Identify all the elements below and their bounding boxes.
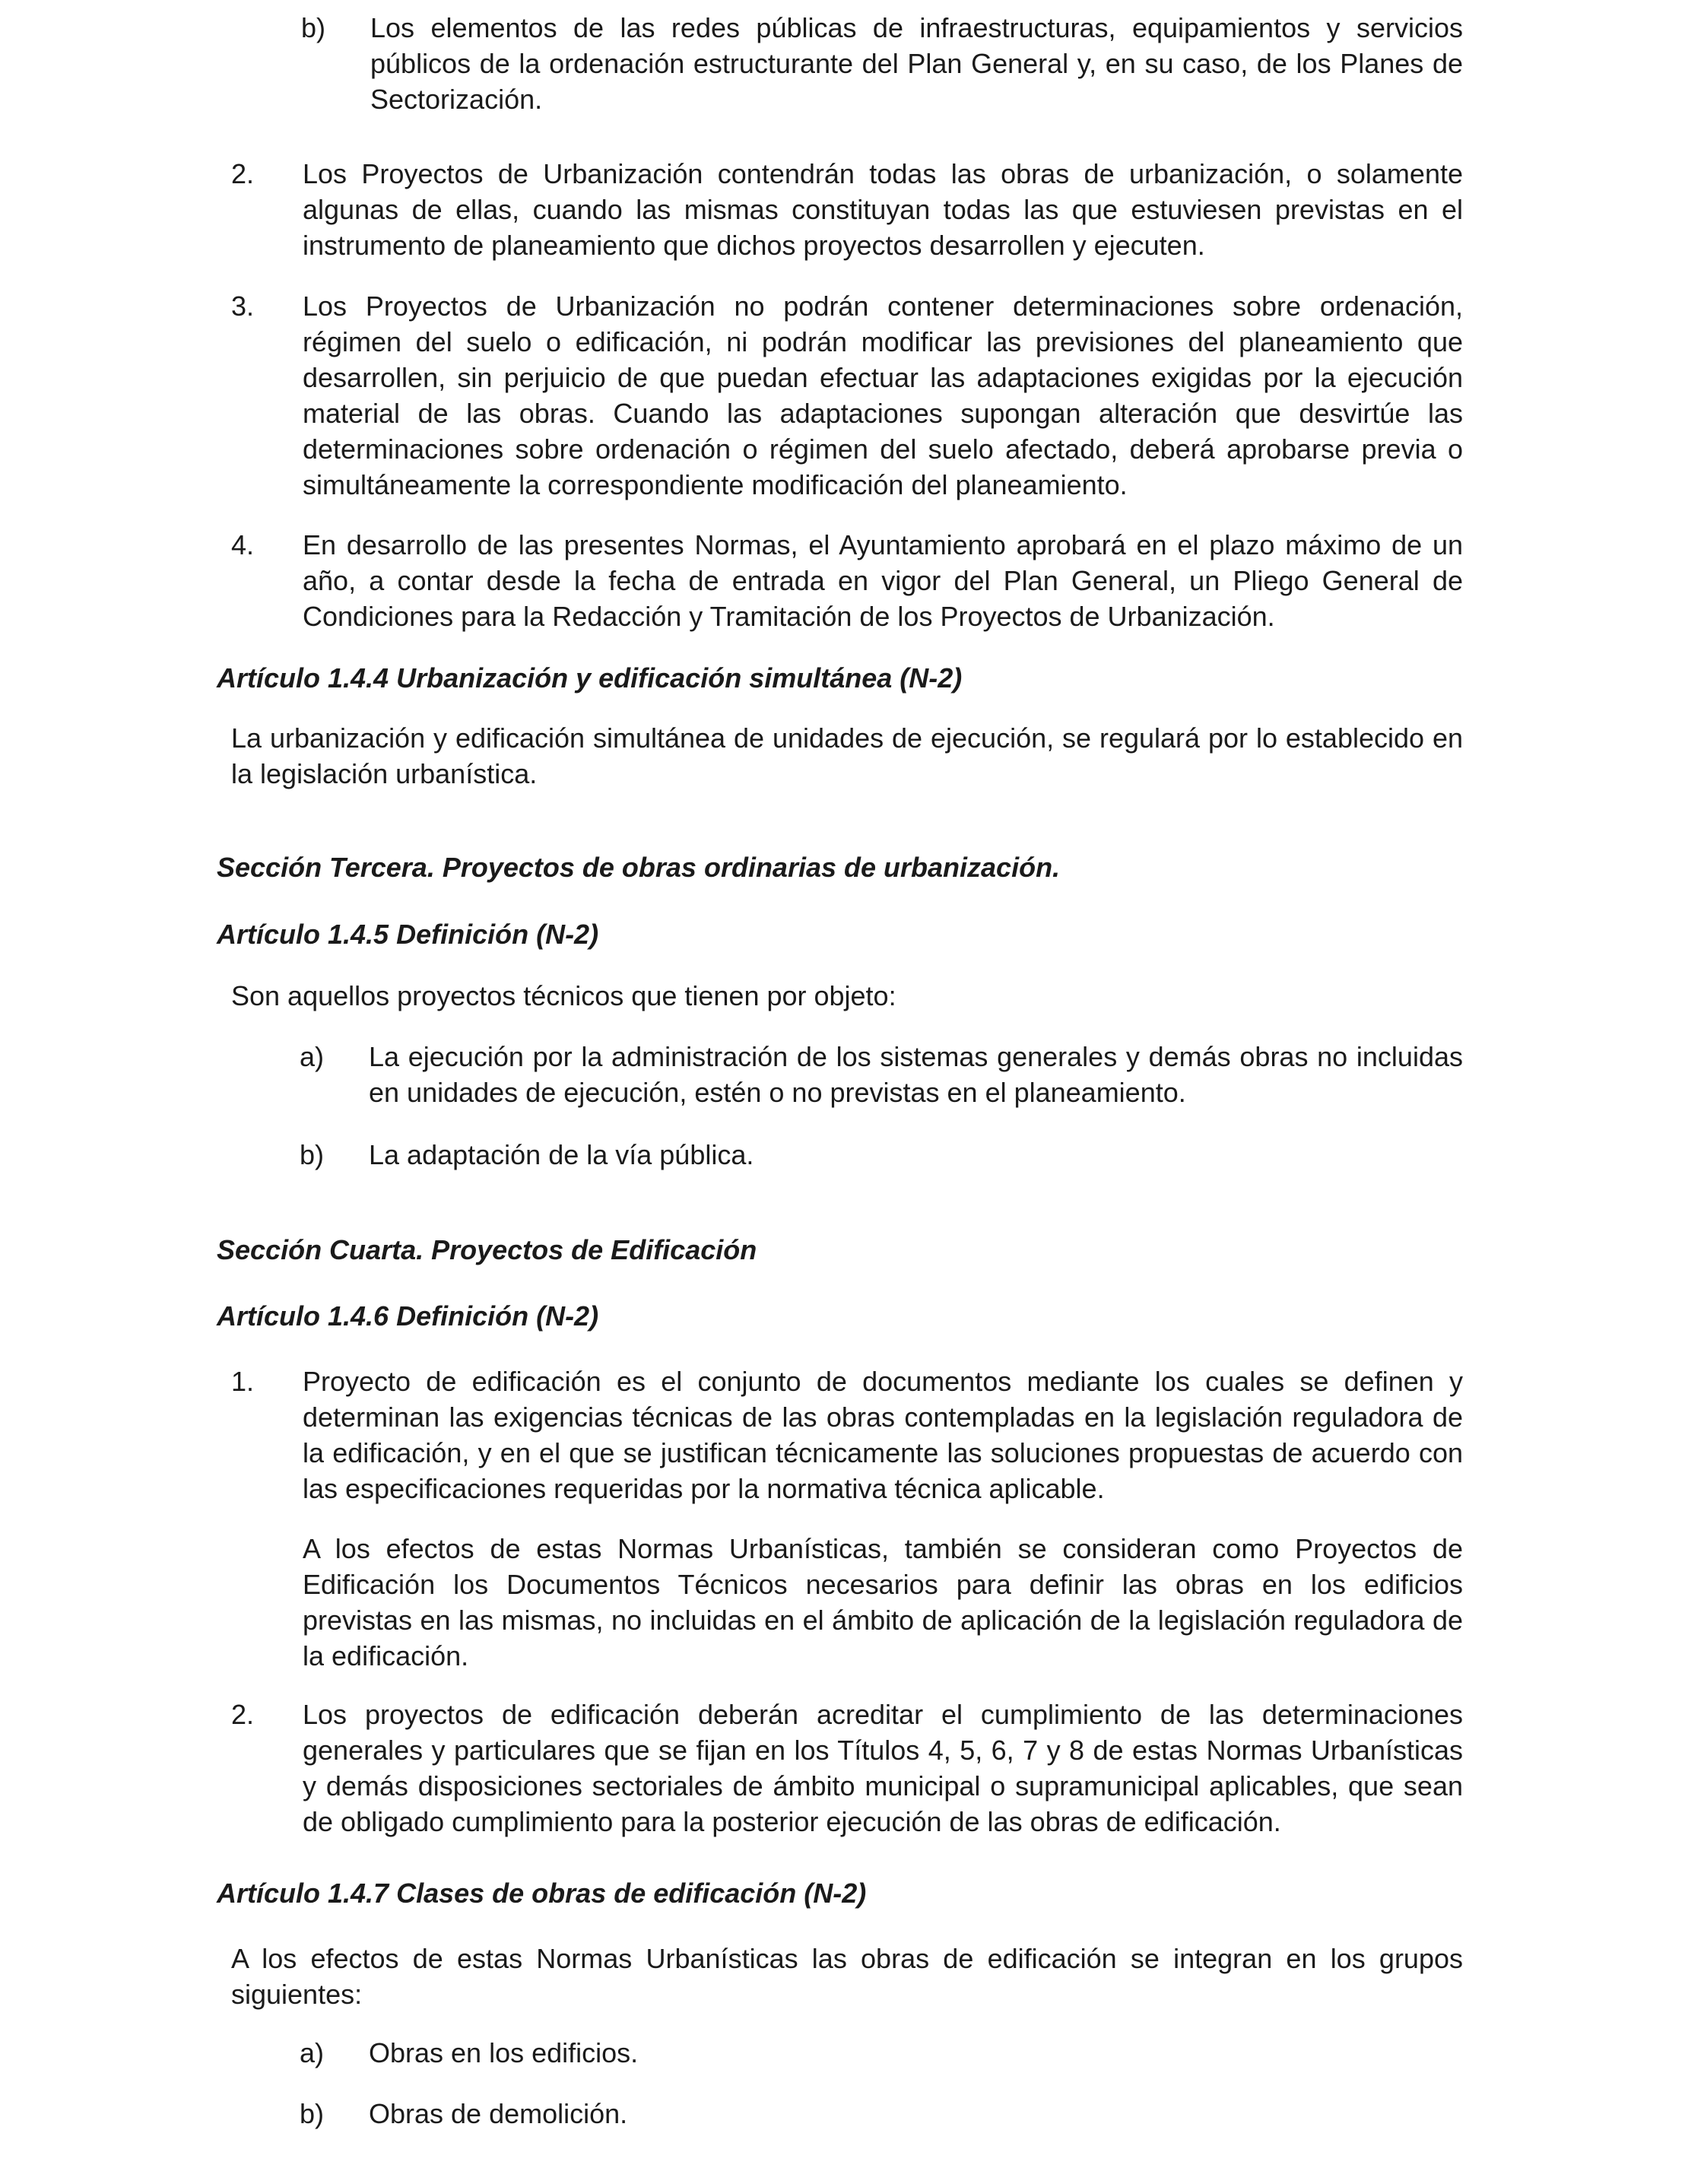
list-item-text: Los Proyectos de Urbanización no podrán contener determinaciones sobre ordenación, régimen del suelo o edificación, ni podrán modificar las previsiones del planeamiento que desarrollen, sin perjuicio de que puedan efectuar las adaptaciones exigidas por la ejecución material de las obras. Cuando las adaptaciones supongan alteración que desvirtúe las determinaciones sobre ordenación o régimen del suelo afectado, deberá aprobarse previa o simultáneamente la correspondiente modificación del planeamiento. xyxy=(303,290,1463,500)
list-item-text: Obras en los edificios. xyxy=(369,2037,639,2068)
list-marker: b) xyxy=(300,1139,325,1170)
section-heading: Sección Cuarta. Proyectos de Edificación xyxy=(217,1234,757,1265)
list-marker: 3. xyxy=(231,290,255,322)
list-item-text: La ejecución por la administración de los sistemas generales y demás obras no incluidas en unidades de ejecución, estén o no previstas en el planeamiento. xyxy=(369,1041,1463,1108)
article-heading: Artículo 1.4.5 Definición (N-2) xyxy=(217,919,599,950)
article-heading: Artículo 1.4.7 Clases de obras de edificación (N-2) xyxy=(217,1878,867,1909)
list-item-text: La adaptación de la vía pública. xyxy=(369,1139,754,1170)
list-marker: b) xyxy=(301,12,326,43)
list-marker: 4. xyxy=(231,529,255,560)
list-item-text: Proyecto de edificación es el conjunto de documentos mediante los cuales se definen y determinan las exigencias técnicas de las obras contempladas en la legislación reguladora de la edificación, y en el que se justifican técnicamente las soluciones propuestas de acuerdo con las especificaciones requeridas por la normativa técnica aplicable. xyxy=(303,1366,1463,1504)
list-marker: 1. xyxy=(231,1366,255,1397)
paragraph: Son aquellos proyectos técnicos que tienen por objeto: xyxy=(231,980,896,1011)
list-item-text: En desarrollo de las presentes Normas, el Ayuntamiento aprobará en el plazo máximo de un año, a contar desde la fecha de entrada en vigor del Plan General, un Pliego General de Condiciones para la Redacción y Tramitación de los Proyectos de Urbanización. xyxy=(303,529,1463,632)
list-item-text: A los efectos de estas Normas Urbanísticas, también se consideran como Proyectos de Edificación los Documentos Técnicos necesarios para definir las obras en los edificios previstas en las mismas, no incluidas en el ámbito de aplicación de la legislación reguladora de la edificación. xyxy=(303,1533,1463,1671)
paragraph: La urbanización y edificación simultánea de unidades de ejecución, se regulará por lo establecido en la legislación urbanística. xyxy=(231,722,1463,789)
list-item-text: Los proyectos de edificación deberán acreditar el cumplimiento de las determinaciones generales y particulares que se fijan en los Títulos 4, 5, 6, 7 y 8 de estas Normas Urbanísticas y demás disposiciones sectoriales de ámbito municipal o supramunicipal aplicables, que sean de obligado cumplimiento para la posterior ejecución de las obras de edificación. xyxy=(303,1699,1463,1837)
list-marker: a) xyxy=(300,2037,325,2068)
article-heading: Artículo 1.4.6 Definición (N-2) xyxy=(217,1300,599,1332)
list-marker: b) xyxy=(300,2098,325,2129)
article-heading: Artículo 1.4.4 Urbanización y edificación simultánea (N-2) xyxy=(217,662,963,694)
list-item-text: Los elementos de las redes públicas de infraestructuras, equipamientos y servicios públicos de la ordenación estructurante del Plan General y, en su caso, de los Planes de Sectorización. xyxy=(370,12,1463,115)
list-marker: 2. xyxy=(231,1699,255,1730)
list-marker: 2. xyxy=(231,158,255,189)
list-marker: a) xyxy=(300,1041,325,1072)
section-heading: Sección Tercera. Proyectos de obras ordinarias de urbanización. xyxy=(217,852,1061,883)
list-item-text: Los Proyectos de Urbanización contendrán todas las obras de urbanización, o solamente algunas de ellas, cuando las mismas constituyan todas las que estuviesen previstas en el instrumento de planeamiento que dichos proyectos desarrollen y ejecuten. xyxy=(303,158,1463,261)
paragraph: A los efectos de estas Normas Urbanísticas las obras de edificación se integran en los grupos siguientes: xyxy=(231,1943,1463,2010)
list-item-text: Obras de demolición. xyxy=(369,2098,628,2129)
